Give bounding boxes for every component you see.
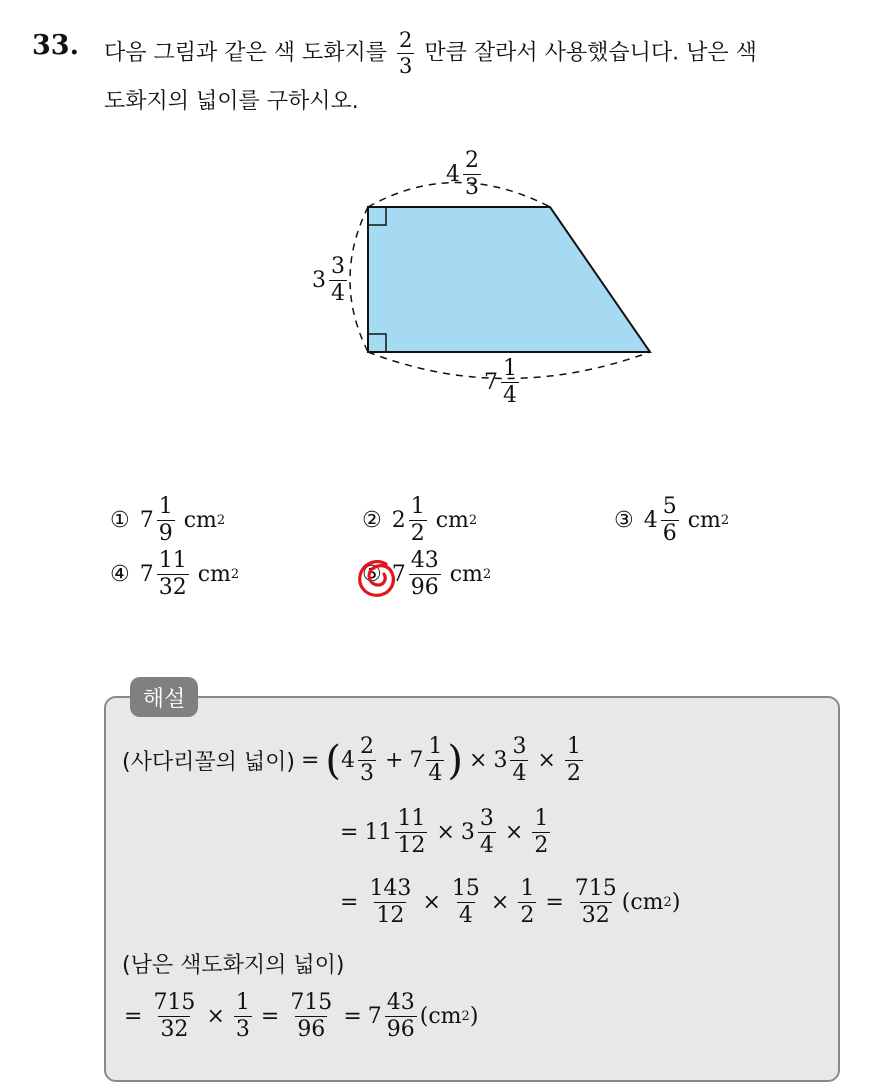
label-top-whole: 4 <box>446 162 460 187</box>
option-1[interactable] <box>110 496 225 545</box>
term-whole: 4 <box>340 748 355 773</box>
option-num: 43 <box>410 548 439 573</box>
term-num: 1 <box>566 734 581 759</box>
option-marker: ④ <box>110 562 130 587</box>
times-sign: × <box>436 820 455 845</box>
equals-sign: = <box>545 890 564 915</box>
term-num: 715 <box>290 990 333 1015</box>
label-bottom-den: 4 <box>503 383 517 408</box>
term-num: 1 <box>235 990 250 1015</box>
remaining-area-label: (남은 색도화지의 넓이) <box>122 953 345 978</box>
term-den: 96 <box>386 1017 415 1042</box>
equals-sign: = <box>124 1004 143 1029</box>
left-dimension-arc <box>350 207 368 352</box>
label-left-den: 4 <box>331 281 345 306</box>
solution-tab: 해설 <box>130 677 198 717</box>
term-whole: 3 <box>493 748 508 773</box>
term-den: 12 <box>397 833 426 858</box>
times-sign: × <box>206 1004 225 1029</box>
term-num: 2 <box>359 734 374 759</box>
left-paren: ( <box>325 737 341 784</box>
fraction-denominator: 3 <box>399 54 413 78</box>
option-2[interactable] <box>362 496 477 545</box>
label-bottom-whole: 7 <box>484 370 498 395</box>
unit-close-paren: ) <box>469 1004 479 1029</box>
unit-text: cm <box>630 890 664 915</box>
term-whole: 3 <box>460 820 475 845</box>
option-whole: 4 <box>643 508 658 533</box>
solution-line-1 <box>122 736 586 785</box>
times-sign: × <box>422 890 441 915</box>
option-num: 11 <box>158 548 187 573</box>
trapezoid-area-label: (사다리꼴의 넓이) <box>122 750 295 775</box>
label-bottom-num: 1 <box>503 356 517 381</box>
term-den: 12 <box>376 903 405 928</box>
times-sign: × <box>490 890 510 915</box>
option-4[interactable] <box>110 550 239 599</box>
label-top <box>446 150 484 199</box>
term-den: 4 <box>458 903 473 928</box>
term-num: 3 <box>479 806 494 831</box>
term-den: 32 <box>160 1017 189 1042</box>
term-whole: 11 <box>364 820 393 845</box>
option-whole: 7 <box>139 508 154 533</box>
label-top-den: 3 <box>465 175 479 200</box>
term-den: 2 <box>534 833 549 858</box>
unit-open-paren: ( <box>621 890 631 915</box>
option-den: 6 <box>662 521 677 546</box>
option-num: 1 <box>410 494 425 519</box>
term-den: 2 <box>520 903 535 928</box>
label-top-num: 2 <box>465 148 479 173</box>
equals-sign: = <box>343 1004 362 1029</box>
label-left-num: 3 <box>331 254 345 279</box>
term-den: 3 <box>235 1017 250 1042</box>
term-num: 715 <box>574 876 617 901</box>
solution-line-4 <box>122 948 344 979</box>
equals-sign: = <box>340 890 359 915</box>
option-den: 96 <box>410 575 439 600</box>
equals-sign: = <box>340 820 359 845</box>
term-num: 143 <box>369 876 412 901</box>
option-exp: 2 <box>720 513 730 528</box>
option-whole: 7 <box>391 562 406 587</box>
question-number: 33. <box>32 30 79 61</box>
term-num: 43 <box>386 990 415 1015</box>
answer-circle-mark <box>356 556 400 600</box>
plus-sign: + <box>384 748 404 773</box>
option-exp: 2 <box>482 567 492 582</box>
solution-line-5 <box>118 992 478 1041</box>
option-num: 5 <box>662 494 677 519</box>
option-exp: 2 <box>230 567 240 582</box>
term-num: 1 <box>428 734 443 759</box>
question-text-part1: 다음 그림과 같은 색 도화지를 <box>104 40 387 66</box>
option-marker: ③ <box>614 508 634 533</box>
term-den: 96 <box>297 1017 326 1042</box>
equals-sign: = <box>300 748 320 773</box>
term-whole: 7 <box>367 1004 382 1029</box>
unit-exp: 2 <box>663 895 672 910</box>
question-text-line2: 도화지의 넓이를 구하시오. <box>104 89 359 114</box>
option-exp: 2 <box>216 513 226 528</box>
term-num: 15 <box>451 876 480 901</box>
question-text-part2: 만큼 잘라서 사용했습니다. 남은 색 <box>424 40 757 66</box>
option-unit: cm <box>197 562 231 587</box>
option-den: 9 <box>158 521 173 546</box>
option-marker: ① <box>110 508 130 533</box>
unit-close-paren: ) <box>671 890 681 915</box>
term-den: 32 <box>581 903 610 928</box>
fraction-numerator: 2 <box>399 28 413 52</box>
question-text <box>104 30 757 77</box>
term-num: 3 <box>512 734 527 759</box>
label-left-whole: 3 <box>312 268 326 293</box>
times-sign: × <box>537 748 556 773</box>
term-den: 3 <box>359 761 374 786</box>
label-bottom <box>484 358 522 407</box>
term-num: 715 <box>153 990 196 1015</box>
option-3[interactable] <box>614 496 729 545</box>
equals-sign: = <box>260 1004 280 1029</box>
option-den: 2 <box>410 521 425 546</box>
term-num: 1 <box>520 876 535 901</box>
option-unit: cm <box>183 508 217 533</box>
right-paren: ) <box>447 737 464 784</box>
term-den: 4 <box>512 761 527 786</box>
term-den: 4 <box>428 761 443 786</box>
term-num: 1 <box>534 806 549 831</box>
unit-exp: 2 <box>461 1009 470 1024</box>
solution-line-2 <box>334 808 553 857</box>
term-whole: 7 <box>409 748 424 773</box>
term-den: 4 <box>479 833 494 858</box>
option-marker: ⑤ <box>362 562 382 587</box>
term-den: 2 <box>566 761 581 786</box>
option-unit: cm <box>449 562 483 587</box>
option-whole: 2 <box>391 508 406 533</box>
option-unit: cm <box>435 508 469 533</box>
times-sign: × <box>504 820 524 845</box>
label-left <box>312 256 350 305</box>
times-sign: × <box>469 748 488 773</box>
solution-line-3 <box>334 878 680 927</box>
question-fraction <box>397 30 414 77</box>
option-unit: cm <box>687 508 721 533</box>
term-num: 11 <box>397 806 426 831</box>
unit-text: cm <box>428 1004 462 1029</box>
option-num: 1 <box>158 494 173 519</box>
option-whole: 7 <box>139 562 154 587</box>
option-exp: 2 <box>468 513 478 528</box>
option-marker: ② <box>362 508 382 533</box>
unit-open-paren: ( <box>419 1004 429 1029</box>
option-den: 32 <box>158 575 187 600</box>
trapezoid-shape <box>368 207 650 352</box>
